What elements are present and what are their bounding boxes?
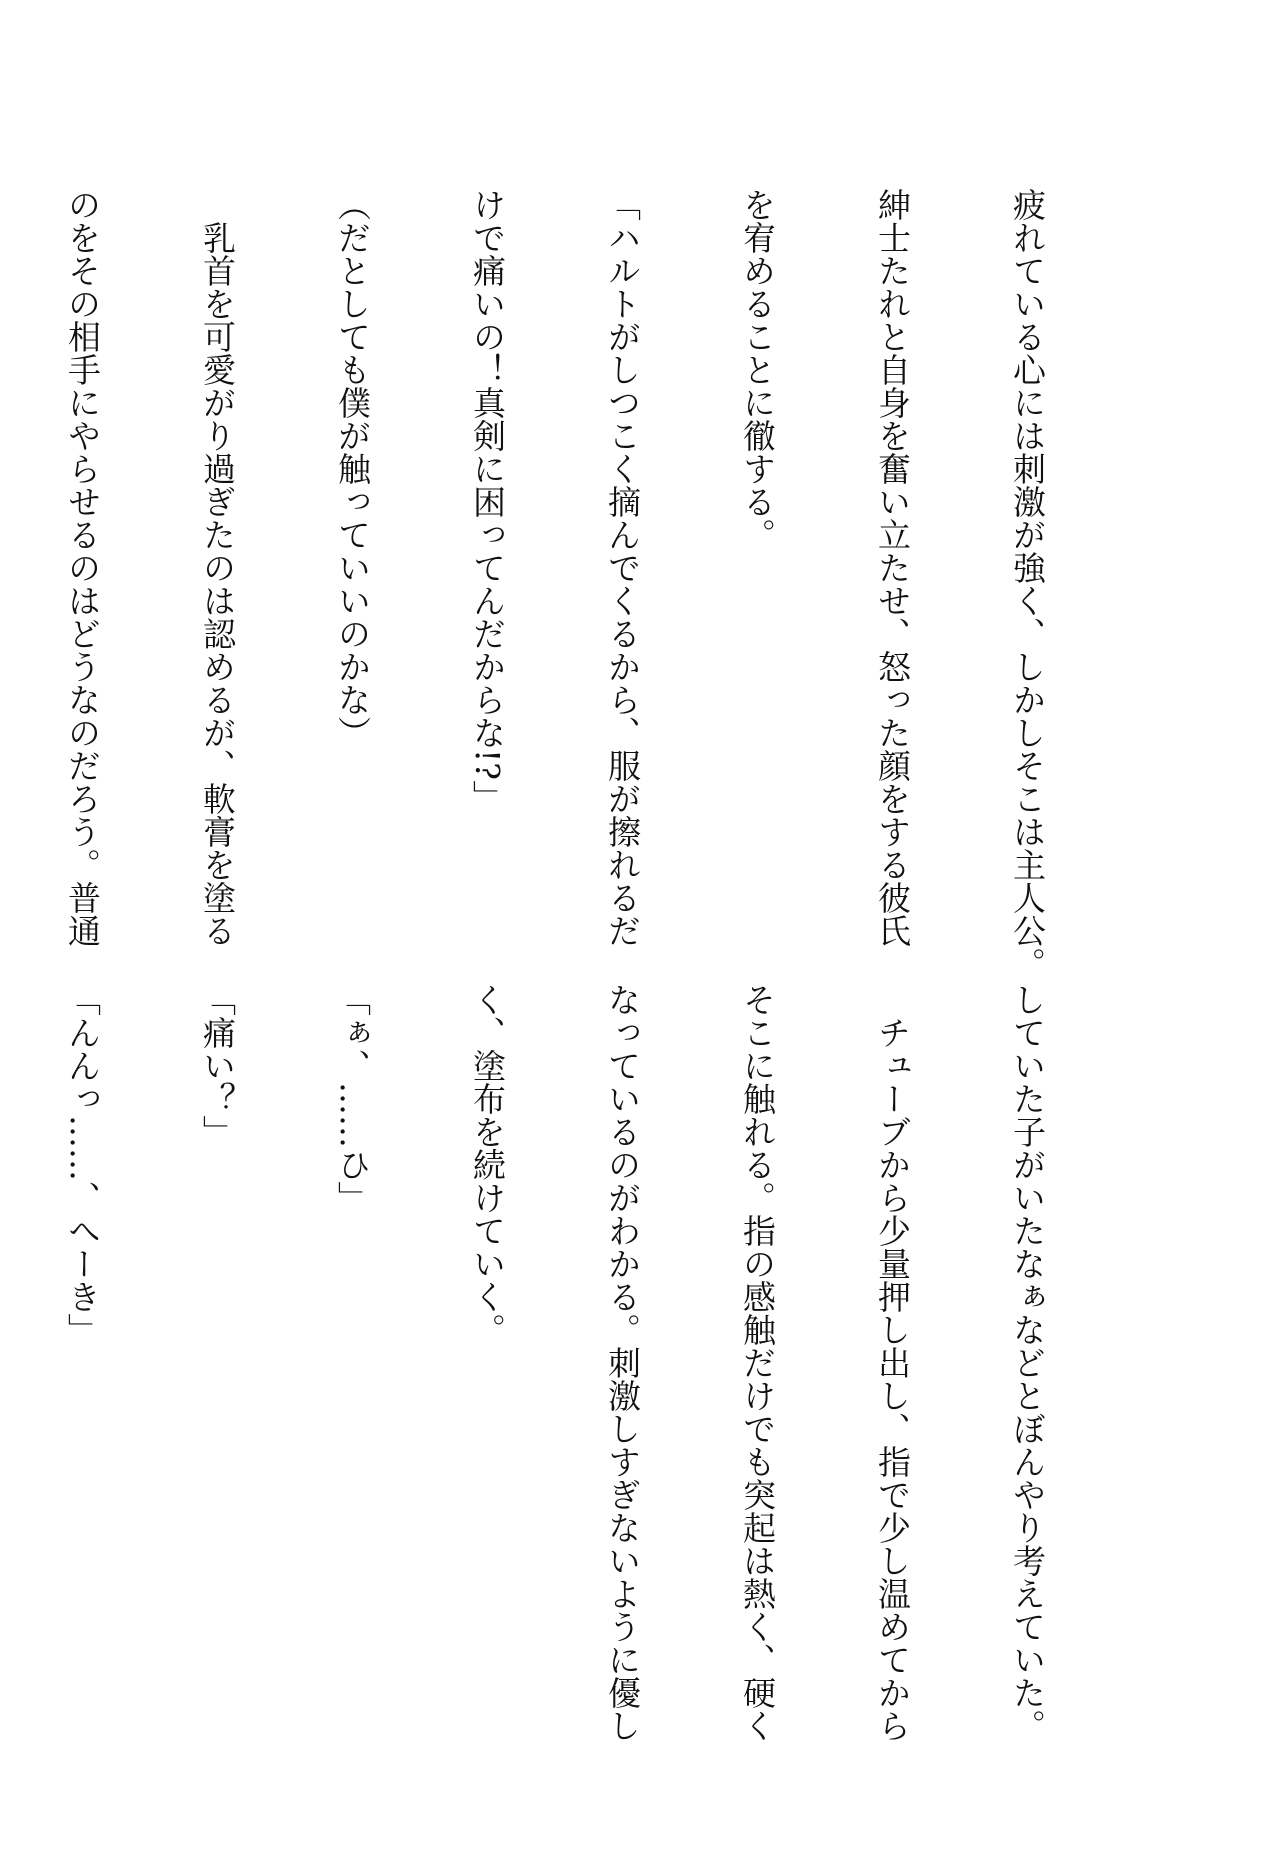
text-line: 「ぁ、……ひ」 — [333, 983, 372, 1214]
text-line: 「ハルトがしつこく摘んでくるから、服が擦れるだ — [603, 188, 642, 947]
text-line: そこに触れる。指の感触だけでも突起は熱く、硬く — [738, 983, 777, 1742]
text-line: なっているのがわかる。刺激しすぎないように優し — [603, 983, 642, 1742]
text-line: （だとしても僕が触っていいのかな） — [333, 188, 372, 749]
text-line: を宥めることに徹する。 — [738, 188, 777, 551]
upper-text-block — [63, 188, 1140, 980]
text-line: のをその相手にやらせるのはどうなのだろう。普通 — [63, 188, 102, 947]
text-line: く、塗布を続けていく。 — [468, 983, 507, 1346]
text-line: けで痛いの！真剣に困ってんだからな!?」 — [468, 188, 507, 813]
text-line: チューブから少量押し出し、指で少し温めてから — [873, 983, 912, 1742]
text-line: 「痛い？」 — [198, 983, 237, 1148]
text-line: 疲れている心には刺激が強く、しかしそこは主人公。 — [1008, 188, 1047, 980]
text-line: していた子がいたなぁなどとぼんやり考えていた。 — [1008, 983, 1047, 1742]
text-line: 紳士たれと自身を奮い立たせ、怒った顔をする彼氏 — [873, 188, 912, 947]
text-line: 乳首を可愛がり過ぎたのは認めるが、軟膏を塗る — [198, 188, 237, 947]
lower-text-block — [63, 983, 1140, 1742]
text-line: 「んんっ……、へーき」 — [63, 983, 102, 1346]
